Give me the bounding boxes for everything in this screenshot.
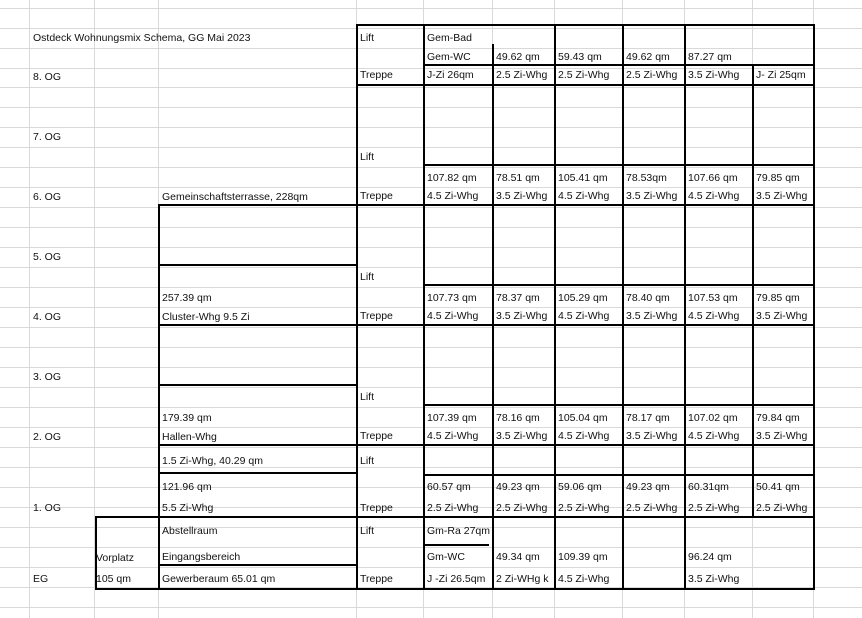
grid-line: [0, 607, 862, 608]
stair-label: Treppe: [360, 430, 393, 442]
grid-line: [0, 467, 862, 468]
commercial-room: Gewerberaum 65.01 qm: [162, 573, 276, 585]
unit-room: J- Zi 25qm: [756, 69, 806, 81]
unit-gem-bad: Gem-Bad: [427, 32, 472, 44]
floor-label-2og: 2. OG: [33, 431, 62, 443]
unit-type: 2.5 Zi-Whg: [626, 502, 678, 514]
grid-line: [0, 267, 862, 268]
grid-line: [29, 0, 30, 618]
unit-area: 107.39 qm: [427, 412, 477, 424]
unit-area: 59.06 qm: [558, 481, 602, 493]
border-stair-left: [356, 24, 358, 590]
unit-area: 96.24 qm: [688, 551, 732, 563]
unit-area: 49.23 qm: [626, 481, 670, 493]
lift-label: Lift: [360, 151, 375, 163]
unit-area: 49.23 qm: [496, 481, 540, 493]
unit-type: 2 Zi-WHg k: [496, 573, 549, 585]
unit-type: 3.5 Zi-Whg: [496, 310, 548, 322]
unit-area: 79.84 qm: [756, 412, 800, 424]
floor-label-6og: 6. OG: [33, 191, 62, 203]
grid-line: [0, 387, 862, 388]
unit-type: 4.5 Zi-Whg: [688, 310, 740, 322]
unit-type: 2.5 Zi-Whg: [496, 69, 548, 81]
vorplatz-area: 105 qm: [96, 573, 132, 585]
unit-type: 3.5 Zi-Whg: [688, 573, 740, 585]
grid-line: [0, 327, 862, 328]
unit-type: 4.5 Zi-Whg: [558, 310, 610, 322]
unit-area: 79.85 qm: [756, 292, 800, 304]
unit-area: 105.04 qm: [558, 412, 608, 424]
unit-area: 107.73 qm: [427, 292, 477, 304]
unit-type: 3.5 Zi-Whg: [688, 69, 740, 81]
unit-area: 78.53qm: [626, 172, 667, 184]
unit-area: 109.39 qm: [558, 551, 608, 563]
unit-type: 4.5 Zi-Whg: [688, 430, 740, 442]
lift-label: Lift: [360, 271, 375, 283]
border-line: [423, 164, 815, 166]
unit-area: 79.85 qm: [756, 172, 800, 184]
entrance-area: Eingangsbereich: [162, 551, 241, 563]
unit-type: 3.5 Zi-Whg: [756, 190, 808, 202]
border-col: [752, 64, 754, 518]
grid-line: [0, 447, 862, 448]
floor-label-8og: 8. OG: [33, 71, 62, 83]
unit-type: 4.5 Zi-Whg: [688, 190, 740, 202]
storage-room: Abstellraum: [162, 525, 218, 537]
hall-type: Hallen-Whg: [162, 431, 217, 443]
unit-type: 3.5 Zi-Whg: [626, 310, 678, 322]
border-left-block: [158, 204, 160, 590]
grid-line: [0, 87, 862, 88]
unit-area: 60.31qm: [688, 481, 729, 493]
unit-type: 2.5 Zi-Whg: [558, 502, 610, 514]
unit-area: 50.41 qm: [756, 481, 800, 493]
lift-label: Lift: [360, 32, 375, 44]
sheet-title: Ostdeck Wohnungsmix Schema, GG Mai 2023: [33, 32, 251, 44]
unit-type: 3.5 Zi-Whg: [626, 190, 678, 202]
border-line: [423, 544, 489, 546]
floor-label-eg: EG: [33, 573, 49, 585]
unit-type: 2.5 Zi-Whg: [688, 502, 740, 514]
lift-label: Lift: [360, 525, 375, 537]
floor-label-3og: 3. OG: [33, 371, 62, 383]
grid-line: [0, 227, 862, 228]
unit-type: 3.5 Zi-Whg: [496, 430, 548, 442]
floor-label-7og: 7. OG: [33, 131, 62, 143]
stair-label: Treppe: [360, 310, 393, 322]
unit-area: 60.57 qm: [427, 481, 471, 493]
grid-line: [0, 107, 862, 108]
border-col: [554, 24, 556, 590]
unit-area: 121.96 qm: [162, 481, 212, 493]
unit-area: 78.37 qm: [496, 292, 540, 304]
unit-area: 78.17 qm: [626, 412, 670, 424]
lift-label: Lift: [360, 455, 375, 467]
border-stair-right: [423, 24, 425, 590]
unit-room: J -Zi 26.5qm: [427, 573, 486, 585]
grid-line: [0, 127, 862, 128]
border-line: [158, 472, 356, 474]
grid-line: [0, 247, 862, 248]
unit-type: 2.5 Zi-Whg: [558, 69, 610, 81]
unit-type: 4.5 Zi-Whg: [427, 190, 479, 202]
unit-area: 49.62 qm: [496, 51, 540, 63]
unit-type: 4.5 Zi-Whg: [558, 573, 610, 585]
unit-type: 5.5 Zi-Whg: [162, 502, 214, 514]
unit-area: 107.53 qm: [688, 292, 738, 304]
lift-label: Lift: [360, 391, 375, 403]
unit-type: 3.5 Zi-Whg: [756, 430, 808, 442]
unit-type: 3.5 Zi-Whg: [626, 430, 678, 442]
unit-area: 49.34 qm: [496, 551, 540, 563]
unit-type: 4.5 Zi-Whg: [558, 190, 610, 202]
unit-gm-wc: Gm-WC: [427, 551, 465, 563]
unit-area: 107.02 qm: [688, 412, 738, 424]
unit-area: 107.82 qm: [427, 172, 477, 184]
border-line: [158, 384, 356, 386]
border-col: [492, 44, 494, 590]
unit-area: 78.40 qm: [626, 292, 670, 304]
unit-type: 2.5 Zi-Whg: [496, 502, 548, 514]
unit-type: 2.5 Zi-Whg: [756, 502, 808, 514]
unit-type: 3.5 Zi-Whg: [756, 310, 808, 322]
border-line: [423, 284, 815, 286]
hall-area: 179.39 qm: [162, 412, 212, 424]
unit-area: 78.16 qm: [496, 412, 540, 424]
border-right: [813, 24, 815, 590]
vorplatz-label: Vorplatz: [96, 552, 134, 564]
unit-small: 1.5 Zi-Whg, 40.29 qm: [162, 455, 263, 467]
border-line: [423, 404, 815, 406]
unit-area: 59.43 qm: [558, 51, 602, 63]
unit-area: 107.66 qm: [688, 172, 738, 184]
unit-type: 2.5 Zi-Whg: [626, 69, 678, 81]
unit-area: 105.29 qm: [558, 292, 608, 304]
unit-type: 3.5 Zi-Whg: [496, 190, 548, 202]
unit-type: 4.5 Zi-Whg: [558, 430, 610, 442]
border-line: [423, 474, 815, 476]
cluster-area: 257.39 qm: [162, 292, 212, 304]
border-col: [684, 24, 686, 590]
unit-type: 4.5 Zi-Whg: [427, 310, 479, 322]
floor-label-5og: 5. OG: [33, 251, 62, 263]
unit-area: 105.41 qm: [558, 172, 608, 184]
floor-label-1og: 1. OG: [33, 502, 62, 514]
grid-line: [0, 207, 862, 208]
grid-line: [0, 8, 862, 9]
border-line: [158, 264, 356, 266]
unit-type: 2.5 Zi-Whg: [427, 502, 479, 514]
unit-room: J-Zi 26qm: [427, 69, 474, 81]
grid-line: [0, 367, 862, 368]
grid-line: [0, 347, 862, 348]
unit-area: 78.51 qm: [496, 172, 540, 184]
border-col: [622, 24, 624, 590]
stair-label: Treppe: [360, 69, 393, 81]
stair-label: Treppe: [360, 190, 393, 202]
unit-area: 49.62 qm: [626, 51, 670, 63]
unit-type: 4.5 Zi-Whg: [427, 430, 479, 442]
stair-label: Treppe: [360, 502, 393, 514]
terrace-label: Gemeinschaftsterrasse, 228qm: [162, 191, 308, 203]
unit-gem-wc: Gem-WC: [427, 51, 471, 63]
stair-label: Treppe: [360, 573, 393, 585]
unit-area: 87.27 qm: [688, 51, 732, 63]
floor-label-4og: 4. OG: [33, 311, 62, 323]
grid-line: [0, 147, 862, 148]
cluster-type: Cluster-Whg 9.5 Zi: [162, 311, 250, 323]
unit-gm-ra: Gm-Ra 27qm: [427, 525, 491, 537]
